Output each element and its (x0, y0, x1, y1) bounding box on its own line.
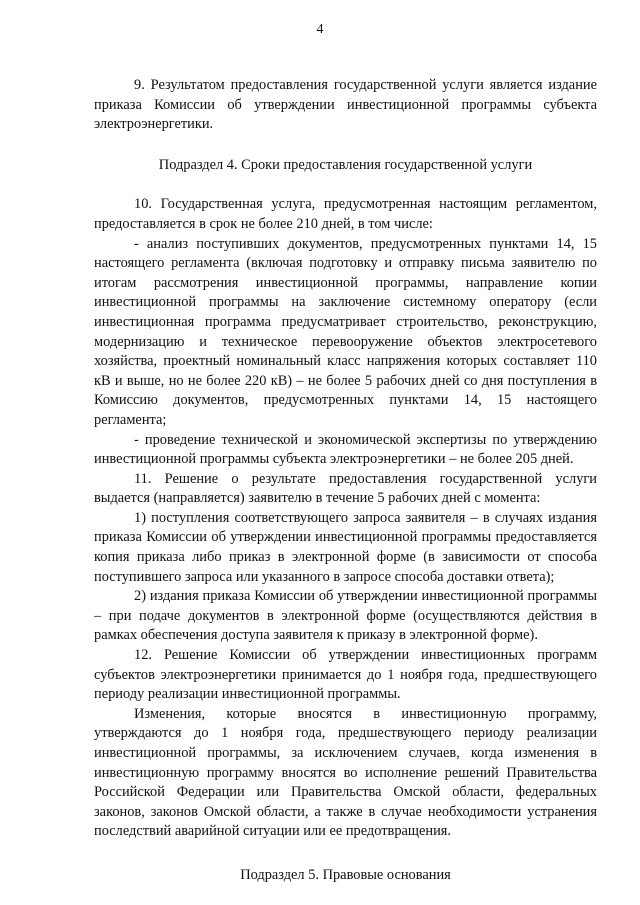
list-item-analysis: - анализ поступивших документов, предусмотренных пунктами 14, 15 настоящего регламента (включая подготовку и отправку письма заявителю по итогам рассмотрения инвестиционной программы, направление копии инвестиционной программы на заключение системному оператору (если инвестиционная программа предусматривает строительство, реконструкцию, модернизацию и техническое перевооружение объектов электросетевого хозяйства, проектный номинальный класс напряжения которых составляет 110 кВ и выше, но не более 220 кВ) – не более 5 рабочих дней со дня поступления в Комиссию документов, предусмотренных пунктами 14, 15 настоящего регламента; (94, 235, 597, 428)
paragraph-12: 12. Решение Комиссии об утверждении инвестиционных программ субъектов электроэнергетики принимается до 1 ноября года, предшествующего периоду реализации инвестиционной программы. (94, 647, 597, 703)
paragraph-11: 11. Решение о результате предоставления государственной услуги выдается (направляется) заявителю в течение 5 рабочих дней с момента: (94, 470, 597, 507)
page-number: 4 (316, 22, 324, 37)
paragraph-9: 9. Результатом предоставления государственной услуги является издание приказа Комиссии об утверждении инвестиционной программы субъекта электроэнергетики. (94, 77, 597, 133)
list-item-1: 1) поступления соответствующего запроса заявителя – в случаях издания приказа Комиссии об утверждении инвестиционной программы предоставляется копия приказа либо приказ в электронной форме (в зависимости от способа поступившего запроса или указанного в запросе способа доставки ответа); (94, 509, 597, 585)
document-body (94, 76, 597, 886)
list-item-2: 2) издания приказа Комиссии об утверждении инвестиционной программы – при подаче документов в электронной форме (осуществляются действия в рамках обеспечения доступа заявителя к приказу в электронной форме). (94, 588, 597, 644)
paragraph-10: 10. Государственная услуга, предусмотренная настоящим регламентом, предоставляется в срок не более 210 дней, в том числе: (94, 196, 597, 232)
list-item-expertise: - проведение технической и экономической экспертизы по утверждению инвестиционной программы субъекта электроэнергетики – не более 205 дней. (94, 431, 597, 468)
paragraph-changes: Изменения, которые вносятся в инвестиционную программу, утверждаются до 1 ноября года, предшествующего периоду реализации инвестиционной программы, за исключением случаев, когда изменения в инвестиционную программу вносятся во исполнение решений Правительства Российской Федерации или Правительства Омской области, федеральных законов, законов Омской области, а также в случае необходимости устранения последствий аварийной ситуации или ее предотвращения. (94, 705, 597, 840)
subsection-heading-5: Подраздел 5. Правовые основания (240, 866, 451, 883)
subsection-heading-4: Подраздел 4. Сроки предоставления государственной услуги (158, 156, 533, 173)
